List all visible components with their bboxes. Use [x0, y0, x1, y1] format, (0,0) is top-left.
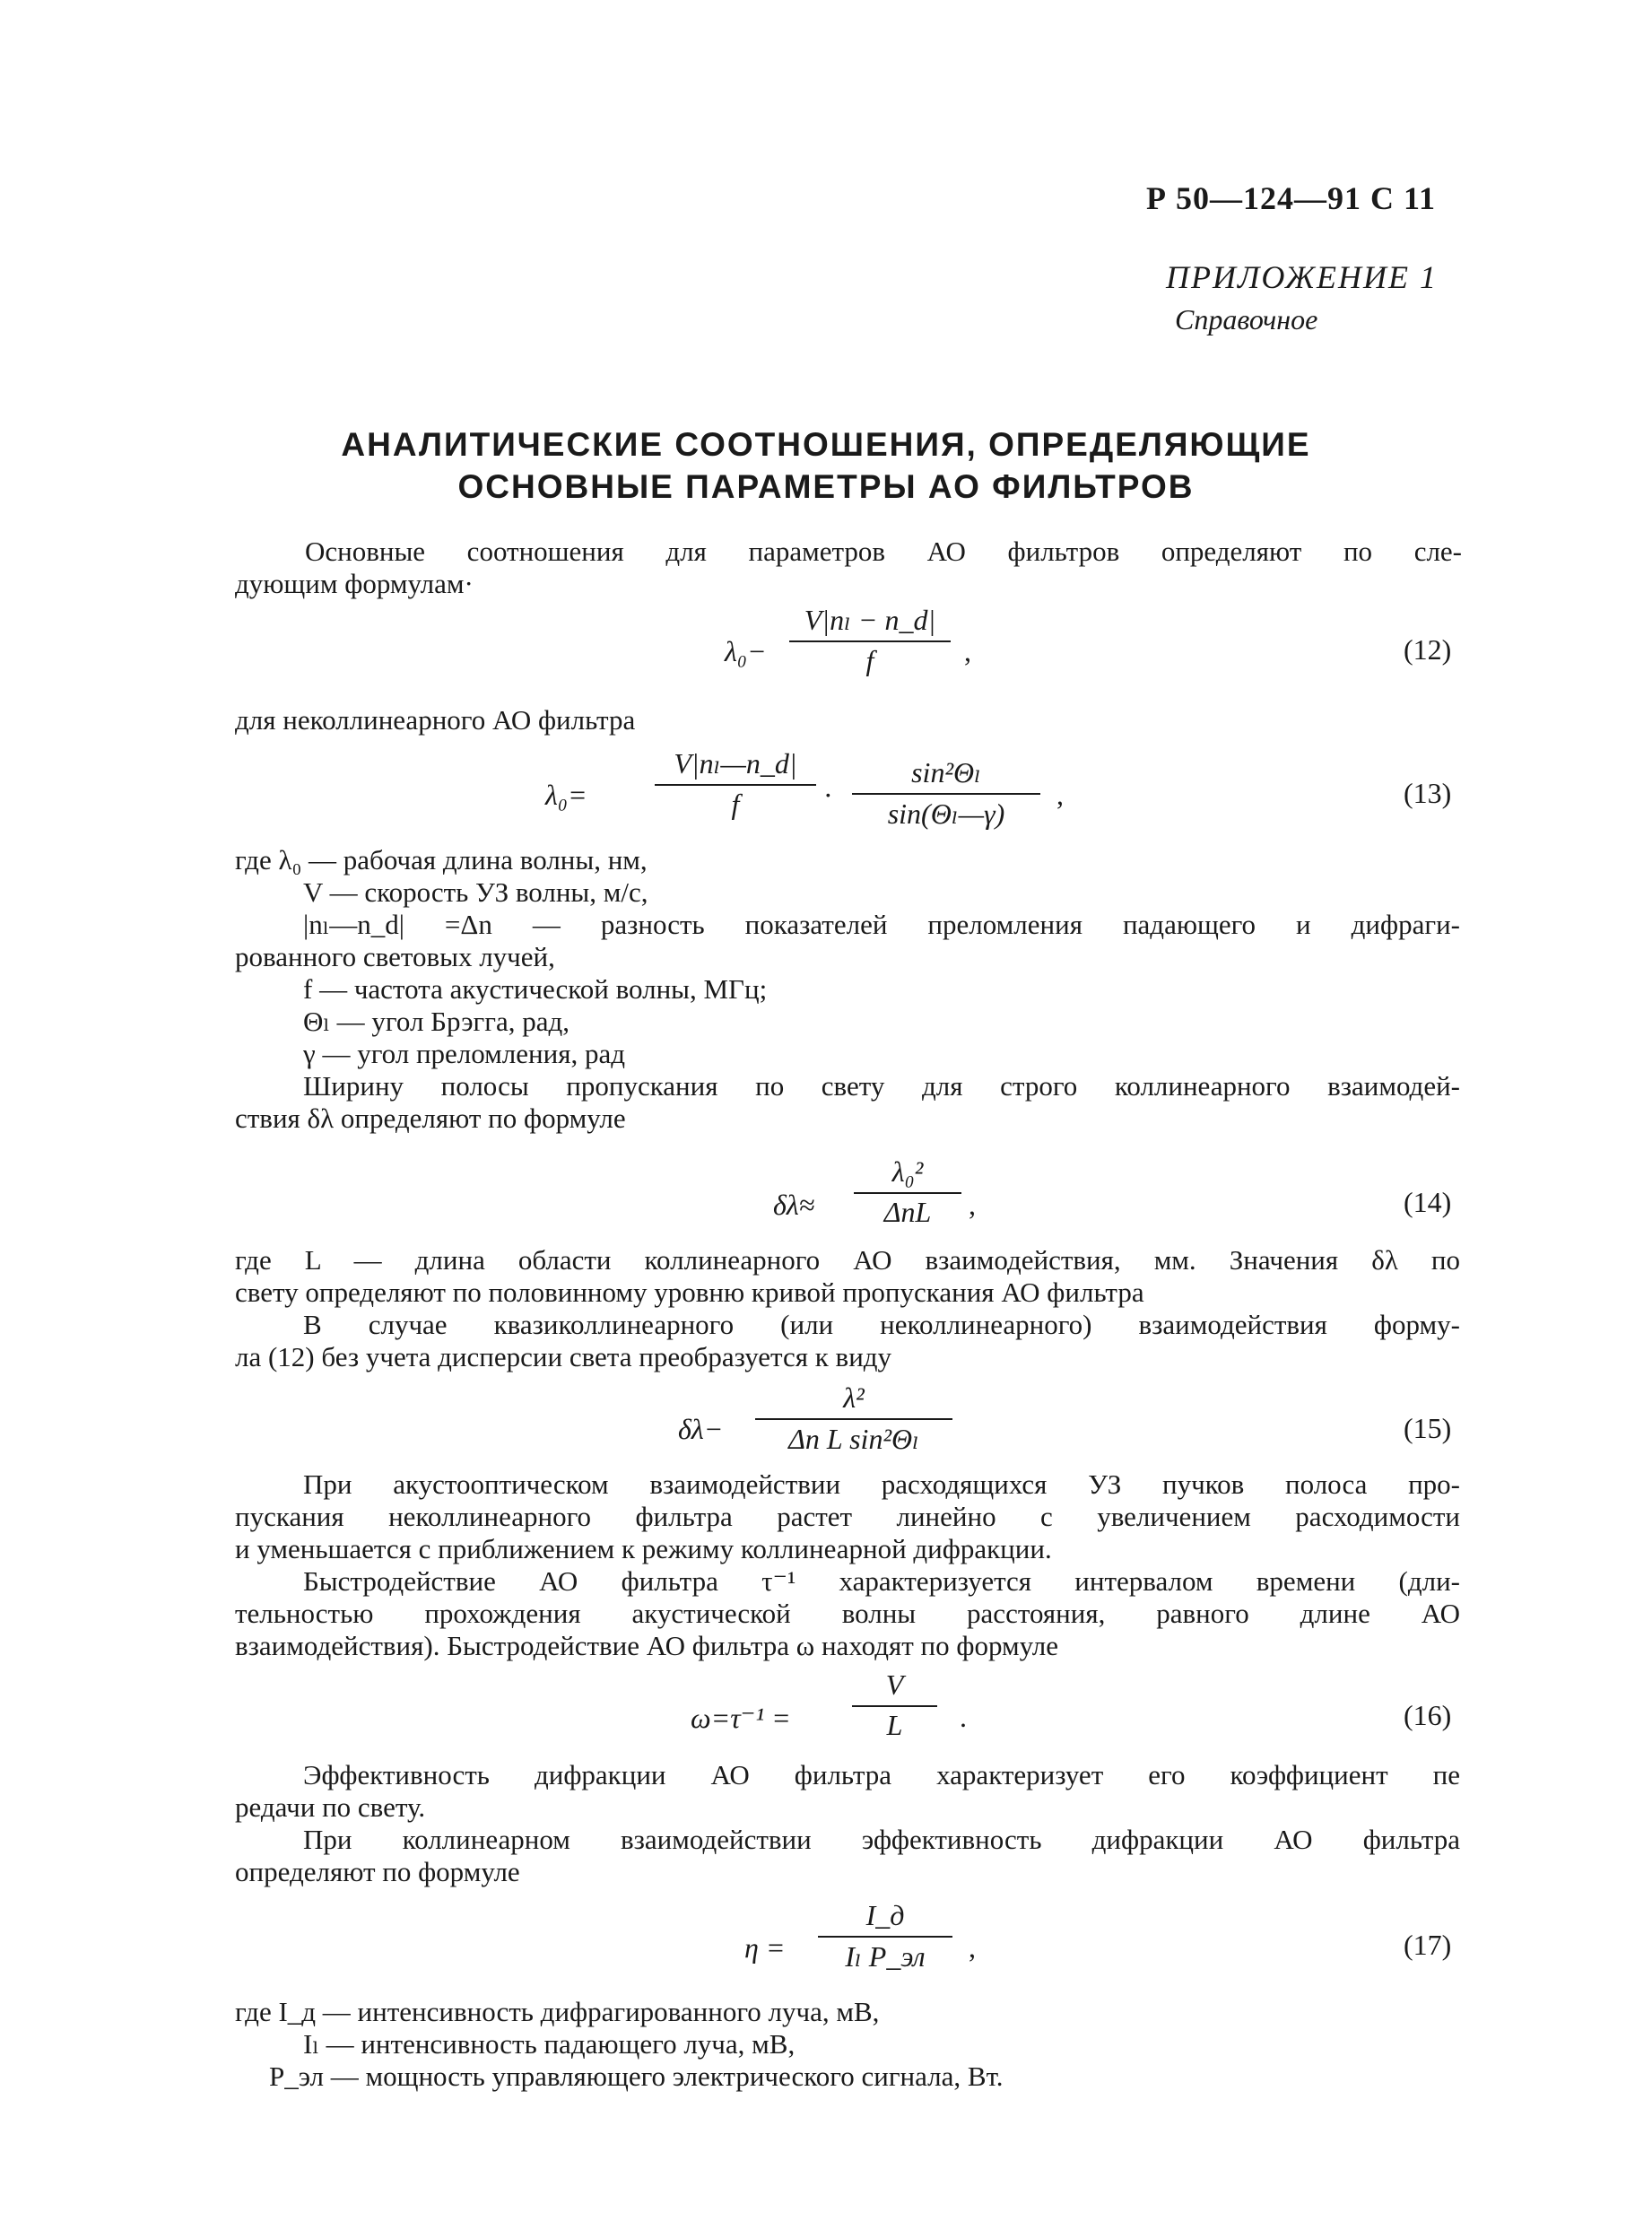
eq17-tail: , — [969, 1931, 976, 1964]
fraction-bar — [755, 1418, 952, 1420]
fraction-bar — [818, 1936, 952, 1938]
eq17-fraction — [818, 1899, 952, 1973]
speed-line-3: взаимодействия). Быстродействие АО фильтра ω находят по формуле — [235, 1630, 1058, 1661]
eq13-numerator-1: V|nₗ—n_d| — [674, 747, 797, 780]
bandwidth-line-1: Ширину полосы пропускания по свету для строго коллинеарного взаимодей- — [303, 1070, 1460, 1102]
collinear-line-1: При коллинеарном взаимодействии эффективность дифракции АО фильтра — [303, 1824, 1460, 1855]
eq14-tail: , — [969, 1189, 976, 1221]
noncollinear-label: для неколлинеарного АО фильтра — [235, 704, 636, 736]
efficiency-line-2: редачи по свету. — [235, 1791, 426, 1823]
definition-i-diffracted: где I_д — интенсивность дифрагированного луча, мВ, — [235, 1996, 880, 2027]
fraction-bar — [655, 784, 816, 786]
document-number: Р 50—124—91 С 11 — [1146, 180, 1437, 216]
appendix-label: ПРИЛОЖЕНИЕ 1 — [1166, 259, 1438, 295]
eq15-number: (15) — [1404, 1412, 1452, 1444]
eq13-tail: , — [1056, 779, 1064, 811]
eq17-denominator: Iₗ P_эл — [845, 1940, 926, 1973]
eq16-number: (16) — [1404, 1699, 1452, 1731]
eq16-fraction — [852, 1668, 937, 1742]
eq13-dot: · — [823, 779, 833, 811]
eq16-tail: . — [960, 1701, 967, 1733]
eq13-fraction-2 — [852, 755, 1040, 831]
eq13-fraction-1 — [655, 746, 816, 821]
eq16-denominator: L — [886, 1709, 903, 1741]
title-line-1: АНАЛИТИЧЕСКИЕ СООТНОШЕНИЯ, ОПРЕДЕЛЯЮЩИЕ — [341, 426, 1311, 463]
speed-line-1: Быстродействие АО фильтра τ⁻¹ характеризуется интервалом времени (дли- — [303, 1565, 1460, 1597]
eq12-numerator: V|nₗ − n_d| — [804, 604, 936, 636]
efficiency-line-1: Эффективность дифракции АО фильтра характеризует его коэффициент пе — [303, 1759, 1460, 1790]
eq12-lhs: λ₀− — [725, 635, 767, 667]
quasi-line-1: В случае квазиколлинеарного (или неколлинеарного) взаимодействия форму- — [303, 1309, 1460, 1340]
appendix-type: Справочное — [1175, 303, 1318, 335]
definition-f: f — частота акустической волны, МГц; — [303, 973, 768, 1005]
fraction-bar — [789, 640, 951, 642]
eq14-denominator: ΔnL — [883, 1196, 932, 1228]
length-line-1: где L — длина области коллинеарного АО взаимодействия, мм. Значения δλ по — [235, 1244, 1460, 1276]
eq17-number: (17) — [1404, 1929, 1452, 1961]
eq15-denominator: Δn L sin²Θₗ — [788, 1423, 919, 1455]
eq13-lhs: λ₀= — [545, 779, 587, 811]
divergence-line-1: При акустооптическом взаимодействии расходящихся УЗ пучков полоса про- — [303, 1468, 1460, 1500]
definition-v: V — скорость УЗ волны, м/с, — [303, 876, 648, 908]
length-line-2: свету определяют по половинному уровню кривой пропускания АО фильтра — [235, 1276, 1144, 1308]
definition-delta-n-cont: рованного световых лучей, — [235, 941, 555, 972]
divergence-line-2: пускания неколлинеарного фильтра растет линейно с увеличением расходимости — [235, 1501, 1460, 1532]
definition-p-electric: P_эл — мощность управляющего электрического сигнала, Вт. — [269, 2060, 1004, 2092]
divergence-line-3: и уменьшается с приближением к режиму коллинеарной дифракции. — [235, 1533, 1052, 1564]
definition-i-incident: Iₗ — интенсивность падающего луча, мВ, — [303, 2028, 796, 2060]
eq15-numerator: λ² — [843, 1381, 865, 1414]
eq14-fraction — [854, 1155, 961, 1229]
eq16-numerator: V — [885, 1668, 904, 1701]
eq13-denominator-2: sin(Θₗ—γ) — [887, 797, 1005, 830]
eq12-number: (12) — [1404, 633, 1452, 666]
speed-line-2: тельностью прохождения акустической волны расстояния, равного длине АО — [235, 1598, 1460, 1629]
eq15-lhs: δλ− — [678, 1413, 724, 1445]
eq17-lhs: η = — [744, 1931, 786, 1964]
definition-lambda: где λ₀ — рабочая длина волны, нм, — [235, 844, 648, 876]
definition-gamma: γ — угол преломления, рад — [303, 1038, 625, 1069]
eq14-lhs: δλ≈ — [773, 1189, 815, 1221]
eq12-fraction — [789, 603, 951, 677]
eq12-denominator: f — [865, 644, 874, 676]
eq16-lhs: ω=τ⁻¹ = — [691, 1702, 791, 1734]
fraction-bar — [852, 793, 1040, 795]
definition-theta: Θₗ — угол Брэгга, рад, — [303, 1006, 570, 1037]
eq14-number: (14) — [1404, 1186, 1452, 1218]
eq13-number: (13) — [1404, 777, 1452, 809]
intro-line-1: Основные соотношения для параметров АО фильтров определяют по сле- — [305, 536, 1462, 567]
definition-delta-n: |nₗ—n_d| =Δn — разность показателей преломления падающего и дифраги- — [303, 909, 1460, 940]
eq17-numerator: I_д — [865, 1899, 905, 1931]
fraction-bar — [854, 1192, 961, 1194]
quasi-line-2: ла (12) без учета дисперсии света преобразуется к виду — [235, 1341, 892, 1372]
collinear-line-2: определяют по формуле — [235, 1856, 520, 1887]
eq14-numerator: λ₀² — [891, 1155, 924, 1188]
intro-line-2: дующим формулам· — [235, 568, 474, 599]
bandwidth-line-2: ствия δλ определяют по формуле — [235, 1102, 626, 1134]
fraction-bar — [852, 1705, 937, 1707]
eq13-denominator-1: f — [731, 788, 740, 820]
eq13-numerator-2: sin²Θₗ — [911, 756, 981, 788]
eq12-tail: , — [964, 635, 971, 667]
title-line-2: ОСНОВНЫЕ ПАРАМЕТРЫ АО ФИЛЬТРОВ — [457, 468, 1195, 505]
eq15-fraction — [755, 1381, 952, 1456]
